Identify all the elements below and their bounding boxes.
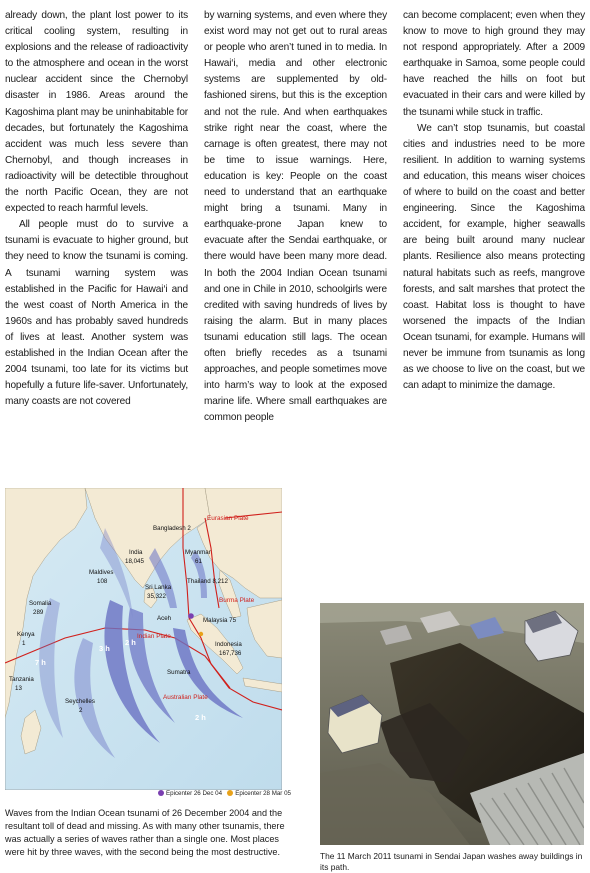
legend-2004-swatch	[158, 790, 164, 796]
tsunami-map	[5, 488, 282, 790]
label-seychelles-count: 2	[79, 707, 83, 714]
paragraph: already down, the plant lost power to its critical cooling system, resulting in explosions and the release of radioactivity to the atmosphere and ocean in the worst nuclear accident since the Chernobyl disaster in 1986. Areas around the Kagoshima plant may be uninhabitable for decades, but fortunately the Kagoshima accident was much less severe than Chernobyl, and though increases in radioactivity will be detectible throughout the north Pacific Ocean, they are not expected to reach harmful levels.	[5, 10, 188, 215]
label-eurasian-plate: Eurasian Plate	[207, 515, 249, 522]
epicenter-2005-marker	[199, 632, 203, 636]
label-bangladesh: Bangladesh 2	[153, 525, 191, 532]
map-legend	[158, 790, 291, 797]
label-somalia-count: 289	[33, 609, 44, 616]
label-tanzania-count: 13	[15, 685, 22, 692]
label-malaysia: Malaysia 75	[203, 617, 237, 624]
epicenter-2004-marker	[188, 613, 194, 619]
label-sumatra: Sumatra	[167, 669, 191, 676]
legend-2005-label: Epicenter 28 Mar 05	[235, 790, 291, 797]
article-column-2	[204, 8, 387, 426]
article-column-1	[5, 8, 188, 410]
label-myanmar: Myanmar	[185, 549, 211, 556]
label-kenya-count: 1	[22, 640, 26, 647]
sendai-tsunami-photo-graphic	[320, 603, 584, 845]
label-wave-2h-east: 2 h	[195, 713, 206, 722]
label-myanmar-count: 61	[195, 558, 202, 565]
label-india: India	[129, 549, 143, 556]
label-wave-2h-west: 2 h	[125, 638, 136, 647]
paragraph: can become complacent; even when they know to move to high ground they may not respond appropriately. After a 2009 earthquake in Samoa, some people could have reached the hills on foot but evacuated in their cars and were killed by the tsunami while stuck in traffic.	[403, 10, 585, 118]
map-caption: Waves from the Indian Ocean tsunami of 26 December 2004 and the resultant toll of dead and missing. As with many other tsunamis, there was actually a series of waves rather than a single one. Most places were hit by three waves, with the second being the most destructive.	[5, 808, 285, 857]
label-burma-plate: Burma Plate	[219, 597, 255, 604]
label-kenya: Kenya	[17, 631, 35, 638]
label-tanzania: Tanzania	[9, 676, 34, 683]
paragraph: All people must do to survive a tsunami is evacuate to higher ground, but they need to know the tsunami is coming. A tsunami warning system was established in the Pacific for Hawai‘i and the west coast of North America in the 1960s and has probably saved hundreds of lives at least. Another system was established in the Indian Ocean after the 2004 tsunami, too late for its victims but hopefully a future life-saver. Unfortunately, many coasts are not covered	[5, 219, 188, 408]
label-indian-plate: Indian Plate	[137, 633, 171, 640]
paragraph: We can’t stop tsunamis, but coastal cities and industries need to be more resilient. In addition to warning systems and education, this means wiser choices of where to build on the coast and better engineering. Since the Kagoshima accident, for example, higher seawalls are being built around many nuclear plants. Resilience also means protecting natural habitats such as reefs, mangrove forests, and salt marshes that protect the coast. Habitat loss is thought to have worsened the impacts of the Indian Ocean tsunami, for example. Humans will never be immune from tsunamis as long as we choose to live on the coast, but we can adapt to minimize the damage.	[403, 122, 585, 392]
label-seychelles: Seychelles	[65, 698, 95, 705]
label-wave-3h: 3 h	[99, 644, 110, 653]
article-column-3	[403, 8, 585, 394]
legend-2005-swatch	[227, 790, 233, 796]
label-srilanka: Sri Lanka	[145, 584, 172, 591]
photo-caption: The 11 March 2011 tsunami in Sendai Japan washes away buildings in its path.	[320, 851, 583, 872]
tsunami-map-graphic	[5, 488, 282, 790]
label-indonesia: Indonesia	[215, 641, 242, 648]
label-aceh: Aceh	[157, 615, 172, 622]
label-maldives: Maldives	[89, 569, 114, 576]
label-india-count: 18,045	[125, 558, 144, 565]
label-srilanka-count: 35,322	[147, 593, 166, 600]
label-australian-plate: Australian Plate	[163, 694, 208, 701]
sendai-tsunami-photo	[320, 603, 584, 845]
label-somalia: Somalia	[29, 600, 52, 607]
label-wave-7h: 7 h	[35, 658, 46, 667]
paragraph: by warning systems, and even where they exist word may not get out to rural areas or people who aren’t tuned in to media. In Hawai‘i, media and other electronic systems are supplemented by old-fashioned sirens, but this is the exception and not the rule. And when earthquakes strike right near the coast, where the carnage is often greatest, there may not be time to issue warnings. Here, education is key: People on the coast need to understand that an earthquake might bring a tsunami. Many in earthquake-prone Japan knew to evacuate after the Sendai earthquake, or there would have been many more dead. In both the 2004 Indian Ocean tsunami and one in Chile in 2010, schoolgirls were credited with saving hundreds of lives by raising the alarm. But in many places tsunami education still lags. The ocean often briefly recedes as a tsunami approaches, and people sometimes move into harm’s way to look at the exposed marine life. Where small earthquakes are common people	[204, 10, 387, 424]
legend-2004-label: Epicenter 26 Dec 04	[166, 790, 223, 797]
label-maldives-count: 108	[97, 578, 108, 585]
label-indonesia-count: 167,736	[219, 650, 242, 657]
label-thailand: Thailand 8,212	[187, 578, 228, 585]
